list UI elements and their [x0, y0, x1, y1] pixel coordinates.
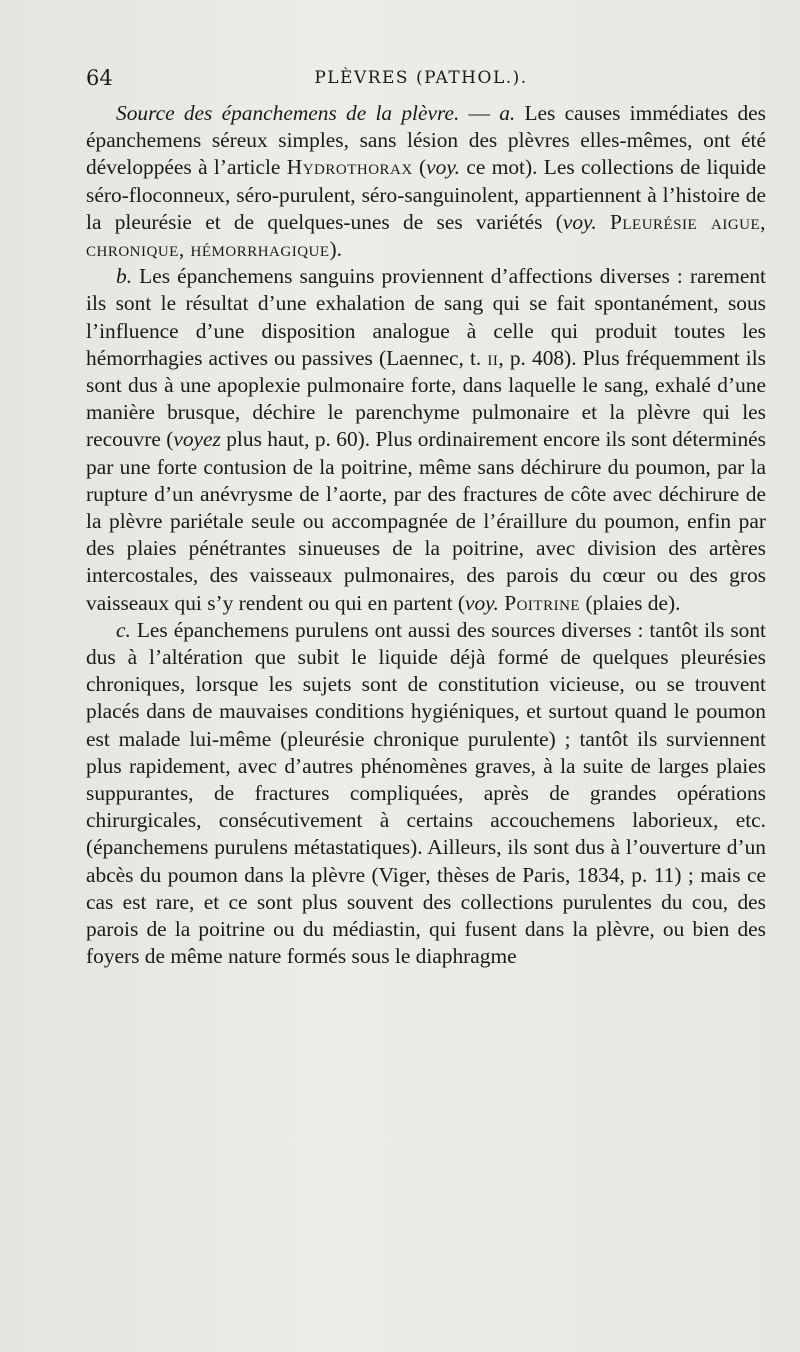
cross-reference: Pleurésie aigue, chronique, hémorrhagique — [86, 209, 766, 262]
roman-numeral: ii — [487, 345, 499, 370]
paragraph-label: b. — [116, 264, 133, 289]
voy-abbrev: voy. — [426, 155, 461, 180]
paragraph-a — [86, 100, 766, 263]
text-run: ce mot). Les collections de liquide séro-floconneux, séro-purulent, séro-sanguinolent, appartiennent à l’histoire de la pleurésie et de quelques-unes de ses variétés ( — [86, 155, 766, 234]
text-run: ( — [412, 155, 427, 180]
voy-abbrev: voy. — [464, 590, 499, 615]
voyez-abbrev: voyez — [173, 427, 221, 452]
em-dash: — — [459, 101, 500, 125]
paragraph-label: a. — [499, 101, 516, 125]
paragraph-c — [86, 617, 766, 971]
paragraph-b — [86, 263, 766, 617]
page-number: 64 — [86, 66, 113, 90]
text-run: ). — [329, 237, 343, 262]
running-head: PLÈVRES (PATHOL.). — [314, 68, 528, 88]
cross-reference: Poitrine — [504, 590, 581, 615]
text-run — [597, 210, 610, 234]
body-text — [86, 100, 766, 971]
section-title: Source des épanchemens de la plèvre. — [116, 101, 460, 125]
text-run: Les épanchemens purulens ont aussi des sources diverses : tantôt ils sont dus à l’altération que subit le liquide déjà formé de quelques pleurésies chroniques, lorsque les sujets sont de constitution vicieuse, ou se trouvent placés dans de mauvaises conditions hygiéniques, et surtout quand le poumon est malade lui-même (pleurésie chronique purulente) ; tantôt ils surviennent plus rapidement, avec d’autres phénomènes graves, à la suite de larges plaies suppurantes, de fractures compliquées, après de grandes opérations chirurgicales, consécutivement à certains accouchemens laborieux, etc. (épanchemens purulens métastatiques). Ailleurs, ils sont dus à l’ouverture d’un abcès du poumon dans la plèvre (Viger, thèses de Paris, 1834, p. 11) ; mais ce cas est rare, et ce sont plus souvent des collections purulentes du cou, des parois de la poitrine ou du médiastin, qui fusent dans la plèvre, ou bien des foyers de même nature formés sous le diaphragme — [86, 617, 766, 969]
text-run: Les causes immédiates des épanchemens séreux simples, sans lésion des plèvres elles-mêmes, ont été développées à l’article — [86, 101, 766, 180]
cross-reference: Hydrothorax — [286, 155, 413, 180]
voy-abbrev: voy. — [562, 209, 597, 234]
paragraph-label: c. — [116, 617, 131, 642]
text-run: plus haut, p. 60). Plus ordinairement encore ils sont déterminés par une forte contusion de la poitrine, même sans déchirure du poumon, par la rupture d’un anévrysme de l’aorte, par des fractures de côte avec déchirure de la plèvre pariétale seule ou accompagnée de l’éraillure du poumon, enfin par des plaies pénétrantes sinueuses de la poitrine, avec division des artères intercostales, des vaisseaux pulmonaires, des parois du cœur ou des gros vaisseaux qui s’y rendent ou qui en partent ( — [86, 427, 766, 615]
text-run: , p. 408). Plus fréquemment ils sont dus à une apoplexie pulmonaire forte, dans laquelle le sang, exhalé d’une manière brusque, déchire le parenchyme pulmonaire et la plèvre qui les recouvre ( — [86, 345, 766, 452]
page-header — [86, 66, 756, 98]
text-run: (plaies de). — [580, 590, 681, 615]
text-run: Les épanchemens sanguins proviennent d’affections diverses : rarement ils sont le résultat d’une exhalation de sang qui se fait spontanément, sous l’influence d’une disposition analogue à celle qui produit toutes les hémorrhagies actives ou passives (Laennec, t. — [86, 264, 766, 370]
